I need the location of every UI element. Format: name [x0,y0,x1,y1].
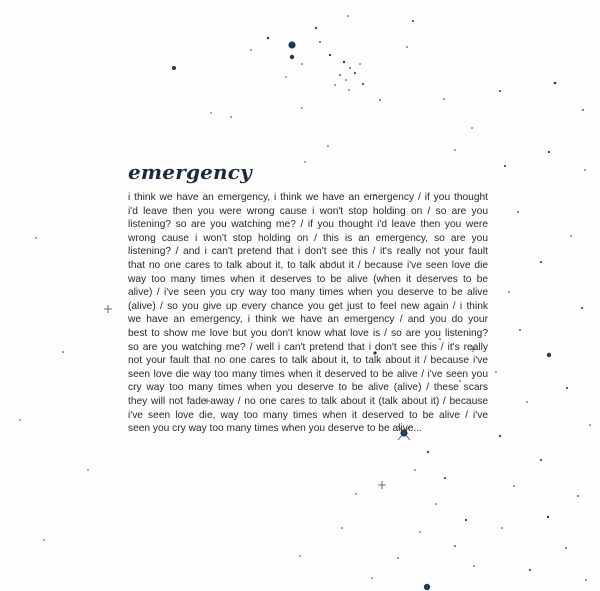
lyric-line: best to show me love but you don't know what love is / so are you listening? [128,327,488,339]
star [495,371,497,373]
star [414,469,416,471]
star [547,516,549,518]
star [540,261,542,263]
star [288,41,295,48]
star [343,61,345,63]
star [444,477,446,479]
star [210,112,211,113]
star [301,63,303,65]
star [471,127,473,129]
star [290,55,294,59]
star [581,307,583,309]
star [499,435,501,437]
lyric-line: so are you watching me? / well i can't pretend that i don't see this / it's really [128,341,488,353]
star [547,353,551,357]
sparkle [104,305,112,313]
star [329,54,331,56]
lyric-line: listening? / and i can't pretend that i don't see this / it's really not your fault [128,246,488,258]
star [589,424,591,426]
lyric-line: alive) / i've seen you cry way too many times when you deserve to be alive [128,287,488,299]
star [582,109,584,111]
star [412,20,414,22]
star [371,577,373,579]
lyric-line: i've seen love die, way too many times when it deserved to be alive / i've [128,409,488,421]
lyrics-block [128,191,488,436]
star [435,503,437,505]
lyric-line: i think we have an emergency, i think we have an emergency / if you thought [128,192,488,203]
star [348,89,350,91]
star [427,451,429,453]
star [349,67,351,69]
star [501,527,503,529]
star [443,98,445,100]
star [473,565,475,567]
star [339,74,341,76]
star [341,527,343,529]
star [554,82,557,85]
star [301,107,302,108]
lyric-line: cry way too many times when you deserve to be alive (alive) / these scars [128,382,488,394]
star [397,557,399,559]
star [513,485,515,487]
lyric-line: (alive) / so you give up every chance you get just to feel new again / i think [128,300,488,312]
star [566,387,568,389]
star [424,584,430,590]
star [62,351,64,353]
star [345,79,347,81]
star [504,165,506,167]
sparkle [378,481,386,489]
star [267,37,269,39]
star [517,211,519,213]
lyric-line: that no one cares to talk about it, to talk about it / because i've seen love die [128,259,488,271]
star [540,459,542,461]
star [577,495,579,497]
star [585,579,587,581]
star [584,169,586,171]
star [172,66,176,70]
star [548,151,550,153]
star [406,46,408,48]
star [379,99,381,101]
lyric-line: i'd leave then you were wrong cause i won't stop holding on / so are you [128,205,488,217]
star [19,419,20,420]
star [347,15,349,17]
star [465,519,467,521]
star [570,235,572,237]
star [354,72,356,74]
star [508,291,510,293]
star [87,469,88,470]
star [304,161,305,162]
lyric-line: way too many times when it deserves to be alive (when it deserves to be [128,273,488,285]
star [299,555,300,556]
star [230,116,232,118]
star [529,569,531,571]
star [454,149,456,151]
lyric-line: not your fault that no one cares to talk about it, to talk about it / because i've [128,355,488,367]
star [43,539,44,540]
star [359,63,361,65]
song-title: emergency [128,160,252,184]
star [285,76,286,77]
star [526,401,528,403]
star [519,329,521,331]
star [250,49,252,51]
star [355,493,356,494]
star [565,547,567,549]
lyric-line: seen love die way too many times when it deserved to be alive / i've seen you [128,368,488,380]
lyric-line: they will not fade away / no one cares to talk about it (talk about it) / because [128,395,488,407]
star [419,531,421,533]
star [362,83,364,85]
star [499,90,501,92]
star [334,84,336,86]
lyric-line: seen you cry way too many times when you deserve to be alive... [128,423,422,435]
star [454,545,456,547]
star [35,237,36,238]
lyric-line: we have an emergency, i think we have an emergency / and you do your [128,314,488,326]
star [327,145,329,147]
lyric-line: wrong cause i won't stop holding on / this is an emergency, so are you [128,232,488,244]
lyric-line: listening? so are you watching me? / if you thought i'd leave then you were [128,219,488,231]
star [319,41,321,43]
star [315,27,317,29]
